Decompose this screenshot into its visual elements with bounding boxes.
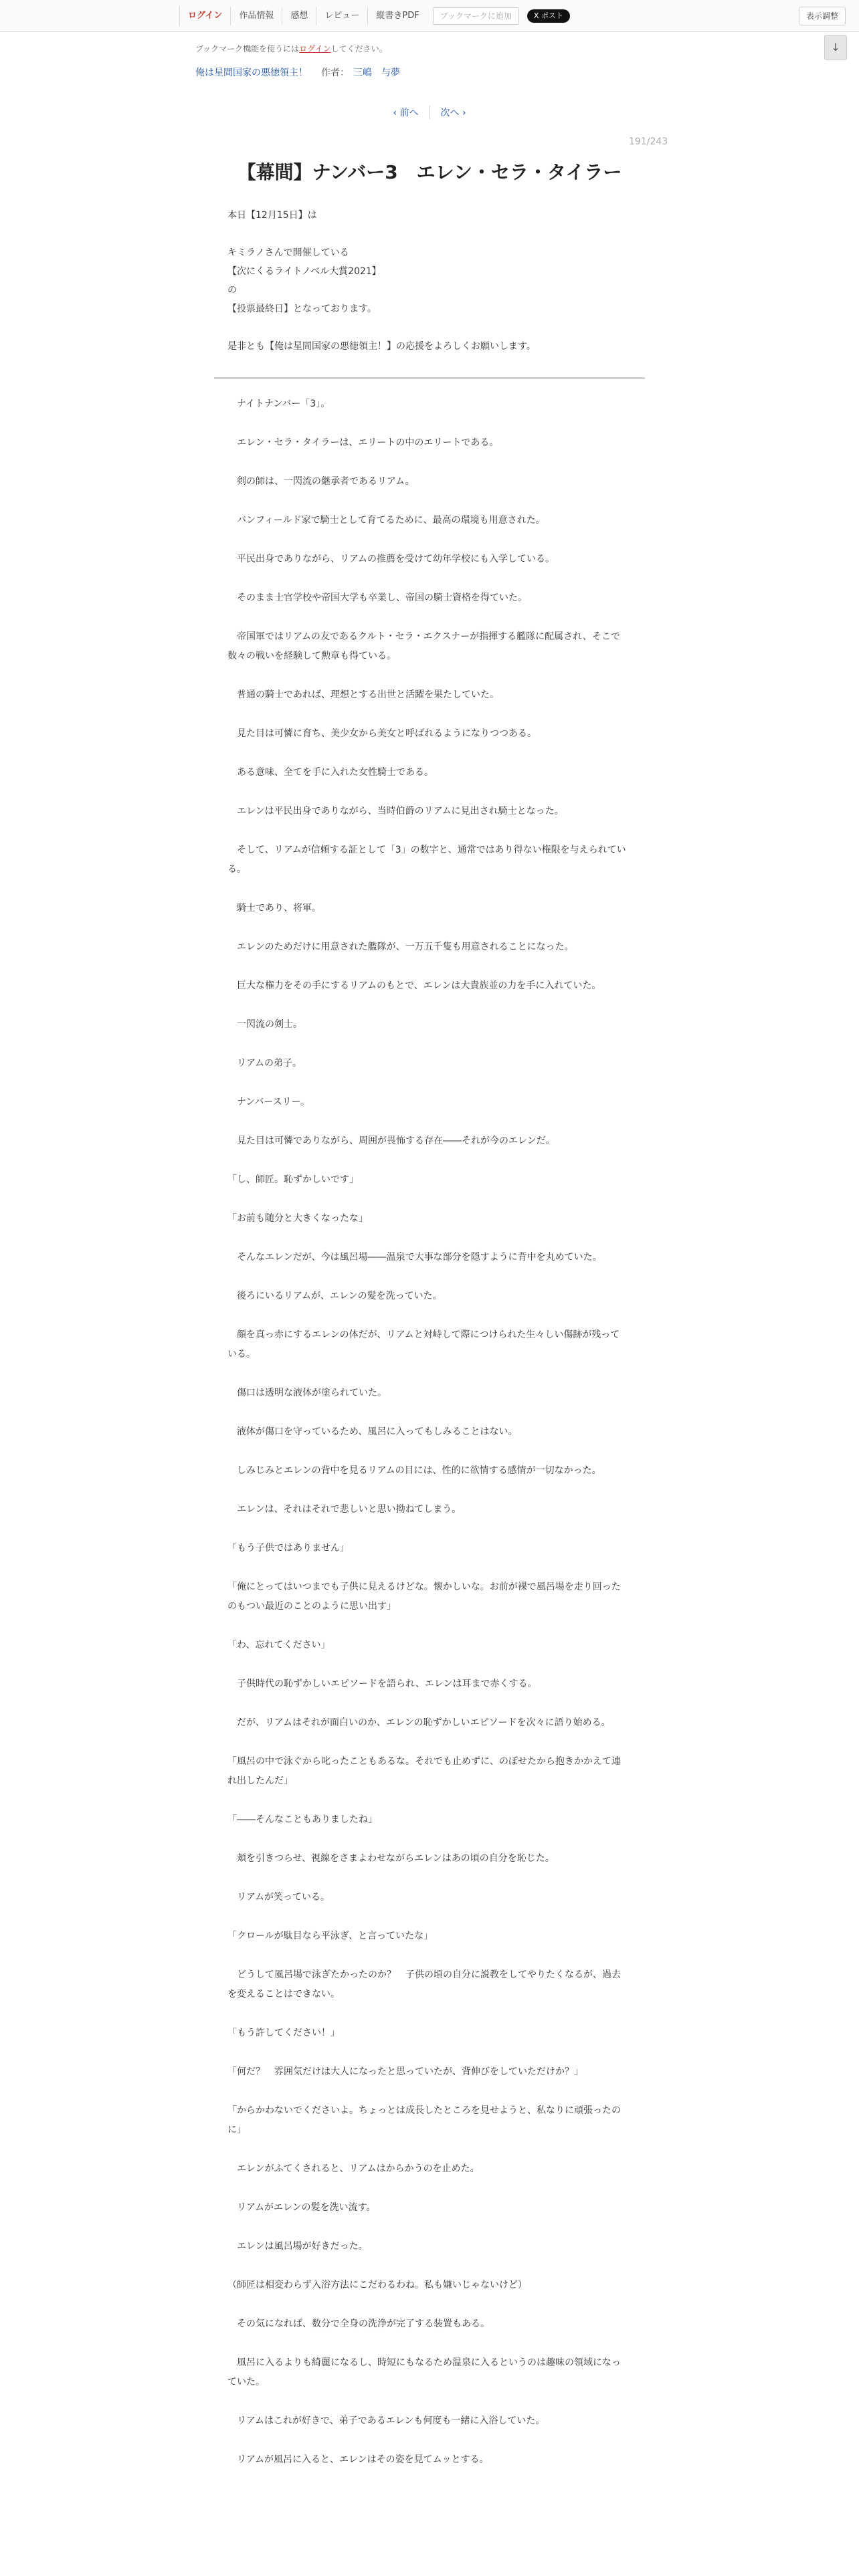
login-link[interactable]: ログイン [179, 7, 230, 25]
body-paragraph: 風呂に入るよりも綺麗になるし、時短にもなるため温泉に入るというのは趣味の領域になっていた。 [227, 2357, 621, 2387]
body-paragraph: 「クロールが駄目なら平泳ぎ、と言っていたな」 [227, 1931, 434, 1941]
body-paragraph: 頬を引きつらせ、視線をさまよわせながらエレンはあの頃の自分を恥じた。 [227, 1853, 555, 1864]
body-paragraph: 平民出身でありながら、リアムの推薦を受けて幼年学校にも入学している。 [227, 554, 555, 564]
body-paragraph: そして、リアムが信頼する証として「3」の数字と、通常ではあり得ない権限を与えられている。 [227, 845, 626, 875]
body-paragraph: 騎士であり、将軍。 [227, 903, 321, 914]
reviews-link[interactable]: レビュー [316, 7, 367, 25]
next-chapter-link[interactable]: 次へ › [440, 108, 466, 118]
episode-counter: 191/243 [629, 136, 668, 147]
body-paragraph: 普通の騎士であれば、理想とする出世と活躍を果たしていた。 [227, 689, 499, 700]
body-paragraph: しみじみとエレンの背中を見るリアムの目には、性的に欲情する感情が一切なかった。 [227, 1465, 601, 1476]
body-paragraph: エレンがふてくされると、リアムはからかうのを止めた。 [227, 2163, 480, 2174]
preface [227, 206, 642, 356]
body-paragraph: ある意味、全てを手に入れた女性騎士である。 [227, 767, 434, 778]
add-bookmark-button[interactable]: ブックマークに追加 [433, 7, 519, 25]
body-paragraph: 傷口は透明な液体が塗られていた。 [227, 1388, 387, 1398]
body-paragraph: リアムが笑っている。 [227, 1892, 330, 1903]
body-paragraph: 子供時代の恥ずかしいエピソードを語られ、エレンは耳まで赤くする。 [227, 1679, 537, 1689]
body-paragraph: リアムが風呂に入ると、エレンはその姿を見てムッとする。 [227, 2454, 489, 2465]
body-paragraph: 一閃流の剣士。 [227, 1019, 302, 1030]
chapter-body [227, 395, 629, 2489]
body-paragraph: ナンバースリー。 [227, 1097, 310, 1107]
body-paragraph: ナイトナンバー「3」。 [227, 399, 330, 409]
chapter-title: 【幕間】ナンバー3 エレン・セラ・タイラー [237, 161, 622, 183]
notice-login-link[interactable]: ログイン [299, 44, 331, 53]
chapter-pager [0, 106, 859, 119]
preface-line: 本日【12月15日】は [227, 210, 317, 221]
bookmark-login-notice [195, 43, 387, 54]
body-paragraph: リアムがエレンの髪を洗い流す。 [227, 2202, 376, 2213]
vertical-pdf-link[interactable]: 縦書きPDF [367, 7, 427, 25]
body-paragraph: 「し、師匠。恥ずかしいです」 [227, 1174, 359, 1185]
work-info-link[interactable]: 作品情報 [230, 7, 282, 25]
body-paragraph: 「俺にとってはいつまでも子供に見えるけどな。懐かしいな。お前が裸で風呂場を走り回ったのもつい最近のことのように思い出す」 [227, 1582, 621, 1612]
body-paragraph: エレン・セラ・タイラーは、エリートの中のエリートである。 [227, 437, 499, 448]
x-post-button[interactable]: X ポスト [527, 9, 570, 23]
body-paragraph: どうして風呂場で泳ぎたかったのか？ 子供の頃の自分に説教をしてやりたくなるが、過去を変えることはできない。 [227, 1969, 621, 2000]
body-paragraph: 「何だ？ 雰囲気だけは大人になったと思っていたが、背伸びをしていただけか？」 [227, 2066, 583, 2077]
body-paragraph: 「もう子供ではありません」 [227, 1543, 349, 1553]
body-paragraph: 「――そんなこともありましたね」 [227, 1814, 377, 1825]
body-paragraph: エレンのためだけに用意された艦隊が、一万五千隻も用意されることになった。 [227, 942, 574, 952]
body-paragraph: 剣の師は、一閃流の継承者であるリアム。 [227, 476, 415, 487]
preface-divider [214, 377, 645, 379]
body-paragraph: 顔を真っ赤にするエレンの体だが、リアムと対峙して際につけられた生々しい傷跡が残っている。 [227, 1329, 620, 1360]
body-paragraph: その気になれば、数分で全身の洗浄が完了する装置もある。 [227, 2319, 490, 2329]
body-paragraph: 「わ、忘れてください」 [227, 1640, 330, 1650]
novel-info [195, 66, 400, 79]
body-paragraph: 巨大な権力をその手にするリアムのもとで、エレンは大貴族並の力を手に入れていた。 [227, 980, 601, 991]
body-paragraph: 見た目は可憐に育ち、美少女から美女と呼ばれるようになりつつある。 [227, 728, 537, 739]
body-paragraph: 帝国軍ではリアムの友であるクルト・セラ・エクスナーが指揮する艦隊に配属され、そこで数々の戦いを経験して勲章も得ている。 [227, 631, 621, 661]
arrow-down-icon: ↓ [831, 41, 840, 53]
body-paragraph: 「もう許してください！」 [227, 2028, 340, 2038]
scroll-down-button[interactable] [824, 35, 847, 60]
body-paragraph: エレンは、それはそれで悲しいと思い拗ねてしまう。 [227, 1504, 462, 1515]
body-paragraph: 後ろにいるリアムが、エレンの髪を洗っていた。 [227, 1291, 442, 1301]
prev-chapter-link[interactable]: ‹ 前へ [382, 106, 430, 119]
body-paragraph: リアムはこれが好きで、弟子であるエレンも何度も一緒に入浴していた。 [227, 2416, 545, 2426]
body-paragraph: そのまま士官学校や帝国大学も卒業し、帝国の騎士資格を得ていた。 [227, 593, 527, 603]
body-paragraph: （師匠は相変わらず入浴方法にこだわるわね。私も嫌いじゃないけど） [227, 2280, 527, 2290]
preface-line: 是非とも【俺は星間国家の悪徳領主！】の応援をよろしくお願いします。 [227, 341, 536, 352]
body-paragraph: 「お前も随分と大きくなったな」 [227, 1213, 368, 1224]
body-paragraph: 液体が傷口を守っているため、風呂に入ってもしみることはない。 [227, 1426, 518, 1437]
body-paragraph: エレンは平民出身でありながら、当時伯爵のリアムに見出され騎士となった。 [227, 806, 564, 817]
body-paragraph: 見た目は可憐でありながら、周囲が畏怖する存在――それが今のエレンだ。 [227, 1136, 555, 1146]
header-nav [179, 7, 570, 25]
preface-line: 【次にくるライトノベル大賞2021】 [227, 266, 381, 277]
impressions-link[interactable]: 感想 [282, 7, 316, 25]
preface-line: の [227, 285, 237, 296]
body-paragraph: だが、リアムはそれが面白いのか、エレンの恥ずかしいエピソードを次々に語り始める。 [227, 1717, 611, 1728]
notice-prefix: ブックマーク機能を使うには [195, 44, 300, 53]
body-paragraph: 「からかわないでくださいよ。ちょっとは成長したところを見せようと、私なりに頑張ったのに」 [227, 2105, 621, 2135]
preface-line: キミラノさんで開催している [227, 247, 349, 258]
body-paragraph: エレンは風呂場が好きだった。 [227, 2241, 368, 2252]
author-label: 作者： [321, 68, 349, 78]
body-paragraph: バンフィールド家で騎士として育てるために、最高の環境も用意された。 [227, 515, 545, 526]
novel-title-link[interactable]: 俺は星間国家の悪徳領主！ [195, 68, 308, 78]
display-settings-button[interactable]: 表示調整 [799, 7, 846, 25]
body-paragraph: リアムの弟子。 [227, 1058, 302, 1069]
body-paragraph: そんなエレンだが、今は風呂場――温泉で大事な部分を隠すように背中を丸めていた。 [227, 1252, 602, 1263]
notice-suffix: してください。 [330, 44, 387, 53]
author-link[interactable]: 三嶋 与夢 [353, 68, 400, 78]
preface-line: 【投票最終日】となっております。 [227, 304, 377, 314]
top-navigation-bar [0, 0, 859, 32]
body-paragraph: 「風呂の中で泳ぐから叱ったこともあるな。それでも止めずに、のぼせたから抱きかかえて連れ出したんだ」 [227, 1756, 621, 1786]
